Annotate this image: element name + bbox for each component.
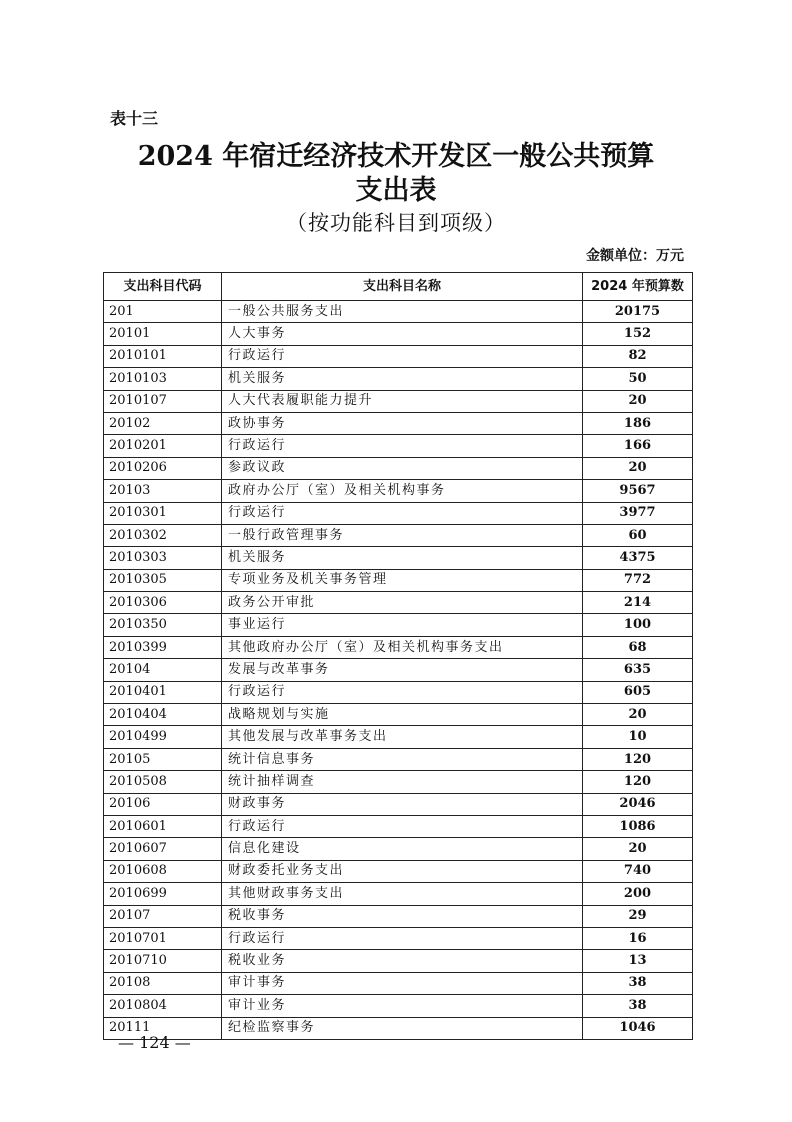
cell-amount: 4375 xyxy=(583,547,693,569)
cell-code: 2010107 xyxy=(104,390,222,412)
cell-amount: 20 xyxy=(583,704,693,726)
cell-code: 2010350 xyxy=(104,614,222,636)
column-header-amount: 2024 年预算数 xyxy=(583,273,693,301)
column-header-code: 支出科目代码 xyxy=(104,273,222,301)
cell-amount: 214 xyxy=(583,592,693,614)
cell-code: 20107 xyxy=(104,905,222,927)
cell-code: 2010206 xyxy=(104,457,222,479)
table-row xyxy=(104,704,693,726)
cell-amount: 186 xyxy=(583,412,693,434)
cell-name: 纪检监察事务 xyxy=(222,1017,583,1039)
cell-name: 政务公开审批 xyxy=(222,592,583,614)
cell-name: 行政运行 xyxy=(222,345,583,367)
table-row xyxy=(104,995,693,1017)
cell-code: 2010710 xyxy=(104,950,222,972)
cell-name: 财政委托业务支出 xyxy=(222,860,583,882)
table-row xyxy=(104,592,693,614)
table-row xyxy=(104,815,693,837)
cell-code: 2010302 xyxy=(104,524,222,546)
cell-name: 政协事务 xyxy=(222,412,583,434)
table-row xyxy=(104,390,693,412)
cell-name: 机关服务 xyxy=(222,368,583,390)
cell-name: 专项业务及机关事务管理 xyxy=(222,569,583,591)
cell-name: 行政运行 xyxy=(222,927,583,949)
cell-name: 税收业务 xyxy=(222,950,583,972)
cell-name: 战略规划与实施 xyxy=(222,704,583,726)
table-row xyxy=(104,838,693,860)
cell-code: 2010399 xyxy=(104,636,222,658)
cell-name: 一般行政管理事务 xyxy=(222,524,583,546)
table-row xyxy=(104,793,693,815)
cell-name: 审计业务 xyxy=(222,995,583,1017)
table-row xyxy=(104,502,693,524)
table-body xyxy=(104,301,693,1040)
cell-name: 发展与改革事务 xyxy=(222,659,583,681)
cell-code: 2010401 xyxy=(104,681,222,703)
table-row xyxy=(104,480,693,502)
cell-amount: 20175 xyxy=(583,301,693,323)
cell-name: 统计抽样调查 xyxy=(222,771,583,793)
cell-code: 2010699 xyxy=(104,883,222,905)
page-number: — 124 — xyxy=(118,1033,191,1052)
table-row xyxy=(104,681,693,703)
cell-amount: 1046 xyxy=(583,1017,693,1039)
cell-amount: 20 xyxy=(583,457,693,479)
table-row xyxy=(104,972,693,994)
cell-amount: 60 xyxy=(583,524,693,546)
cell-name: 行政运行 xyxy=(222,815,583,837)
table-row xyxy=(104,950,693,972)
budget-table xyxy=(103,272,693,1040)
cell-code: 2010601 xyxy=(104,815,222,837)
table-row xyxy=(104,614,693,636)
table-label: 表十三 xyxy=(110,109,159,128)
cell-code: 2010306 xyxy=(104,592,222,614)
cell-code: 20102 xyxy=(104,412,222,434)
cell-name: 行政运行 xyxy=(222,681,583,703)
column-header-name: 支出科目名称 xyxy=(222,273,583,301)
cell-code: 2010103 xyxy=(104,368,222,390)
cell-name: 人大代表履职能力提升 xyxy=(222,390,583,412)
cell-code: 20111 xyxy=(104,1017,222,1039)
cell-amount: 16 xyxy=(583,927,693,949)
table-row xyxy=(104,569,693,591)
cell-name: 政府办公厅（室）及相关机构事务 xyxy=(222,480,583,502)
cell-code: 2010305 xyxy=(104,569,222,591)
cell-code: 20104 xyxy=(104,659,222,681)
cell-amount: 120 xyxy=(583,748,693,770)
table-row xyxy=(104,860,693,882)
cell-code: 2010201 xyxy=(104,435,222,457)
cell-name: 税收事务 xyxy=(222,905,583,927)
cell-amount: 120 xyxy=(583,771,693,793)
cell-amount: 200 xyxy=(583,883,693,905)
table-row xyxy=(104,547,693,569)
cell-code: 20108 xyxy=(104,972,222,994)
cell-code: 2010608 xyxy=(104,860,222,882)
cell-name: 一般公共服务支出 xyxy=(222,301,583,323)
table-row xyxy=(104,927,693,949)
cell-code: 2010303 xyxy=(104,547,222,569)
cell-code: 201 xyxy=(104,301,222,323)
cell-amount: 50 xyxy=(583,368,693,390)
cell-name: 其他发展与改革事务支出 xyxy=(222,726,583,748)
cell-code: 2010804 xyxy=(104,995,222,1017)
table-row xyxy=(104,771,693,793)
cell-amount: 13 xyxy=(583,950,693,972)
table-row xyxy=(104,883,693,905)
cell-code: 2010607 xyxy=(104,838,222,860)
cell-name: 机关服务 xyxy=(222,547,583,569)
cell-code: 20106 xyxy=(104,793,222,815)
cell-amount: 152 xyxy=(583,323,693,345)
cell-code: 2010499 xyxy=(104,726,222,748)
table-row xyxy=(104,345,693,367)
cell-code: 20105 xyxy=(104,748,222,770)
cell-code: 2010508 xyxy=(104,771,222,793)
cell-name: 行政运行 xyxy=(222,502,583,524)
cell-amount: 166 xyxy=(583,435,693,457)
page-title: 2024 年宿迁经济技术开发区一般公共预算 xyxy=(137,141,655,172)
table-row xyxy=(104,726,693,748)
cell-name: 参政议政 xyxy=(222,457,583,479)
cell-amount: 20 xyxy=(583,390,693,412)
cell-amount: 38 xyxy=(583,995,693,1017)
cell-amount: 82 xyxy=(583,345,693,367)
cell-name: 行政运行 xyxy=(222,435,583,457)
table-row xyxy=(104,323,693,345)
page-title-line2: 支出表 xyxy=(355,175,437,206)
cell-code: 2010404 xyxy=(104,704,222,726)
table-row xyxy=(104,301,693,323)
cell-amount: 740 xyxy=(583,860,693,882)
cell-code: 2010701 xyxy=(104,927,222,949)
unit-label: 金额单位：万元 xyxy=(586,248,684,264)
cell-amount: 605 xyxy=(583,681,693,703)
cell-amount: 772 xyxy=(583,569,693,591)
table-row xyxy=(104,636,693,658)
table-row xyxy=(104,905,693,927)
cell-code: 20103 xyxy=(104,480,222,502)
cell-name: 财政事务 xyxy=(222,793,583,815)
cell-code: 2010301 xyxy=(104,502,222,524)
cell-amount: 100 xyxy=(583,614,693,636)
table-row xyxy=(104,412,693,434)
cell-amount: 9567 xyxy=(583,480,693,502)
cell-amount: 68 xyxy=(583,636,693,658)
cell-amount: 38 xyxy=(583,972,693,994)
table-row xyxy=(104,457,693,479)
cell-amount: 29 xyxy=(583,905,693,927)
cell-amount: 3977 xyxy=(583,502,693,524)
table-row xyxy=(104,659,693,681)
cell-code: 2010101 xyxy=(104,345,222,367)
table-row xyxy=(104,1017,693,1039)
table-row xyxy=(104,368,693,390)
cell-name: 统计信息事务 xyxy=(222,748,583,770)
cell-name: 人大事务 xyxy=(222,323,583,345)
cell-amount: 635 xyxy=(583,659,693,681)
cell-name: 其他政府办公厅（室）及相关机构事务支出 xyxy=(222,636,583,658)
cell-name: 其他财政事务支出 xyxy=(222,883,583,905)
table-row xyxy=(104,524,693,546)
table-row xyxy=(104,748,693,770)
cell-amount: 20 xyxy=(583,838,693,860)
cell-name: 事业运行 xyxy=(222,614,583,636)
cell-amount: 2046 xyxy=(583,793,693,815)
cell-code: 20101 xyxy=(104,323,222,345)
cell-name: 信息化建设 xyxy=(222,838,583,860)
page-subtitle: （按功能科目到项级） xyxy=(286,211,506,235)
table-header-row xyxy=(104,273,693,301)
cell-name: 审计事务 xyxy=(222,972,583,994)
cell-amount: 1086 xyxy=(583,815,693,837)
cell-amount: 10 xyxy=(583,726,693,748)
table-row xyxy=(104,435,693,457)
